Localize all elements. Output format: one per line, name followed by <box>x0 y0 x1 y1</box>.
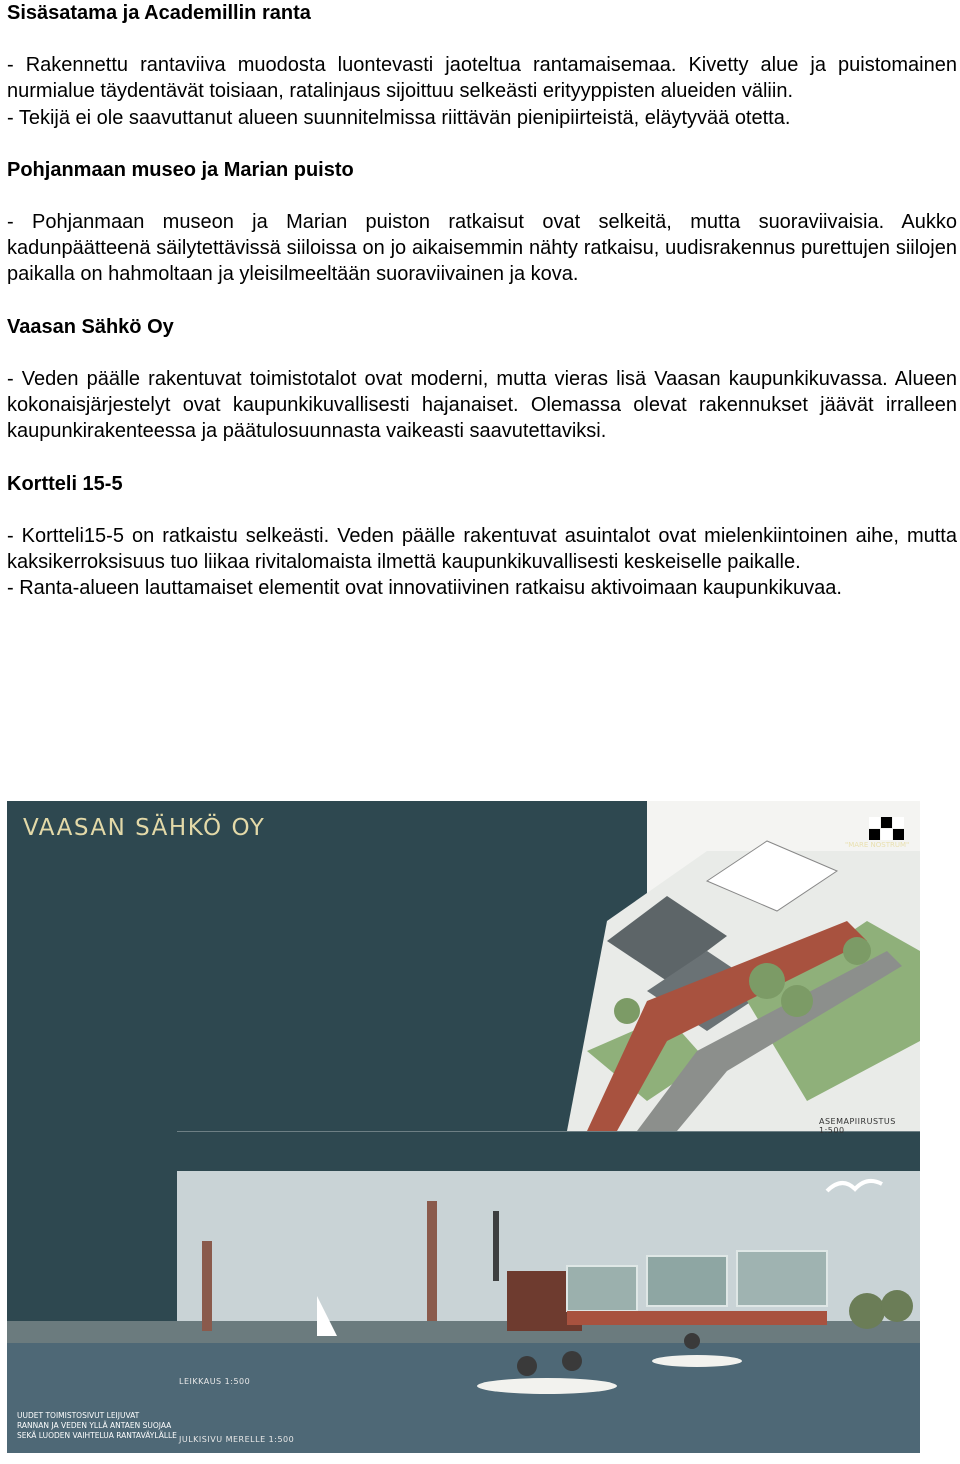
section-1-paragraph-1: - Rakennettu rantaviiva muodosta luontevasti jaoteltua rantamaisemaa. Kivetty alue ja puistomainen nurmialue täydentävät toisiaan, ratalinjaus sijoittuu selkeästi erityyppisten alueiden väliin. <box>7 54 957 103</box>
section-heading-3: Vaasan Sähkö Oy <box>7 315 174 338</box>
divider <box>177 1131 920 1132</box>
siteplan-tree <box>843 937 871 965</box>
poster-motto: "MARE NOSTRUM" <box>845 841 910 849</box>
quay-tree <box>849 1293 885 1329</box>
section-heading-2: Pohjanmaan museo ja Marian puisto <box>7 158 354 181</box>
label-siteplan: ASEMAPIIRUSTUS 1:500 <box>819 1117 896 1135</box>
section-1-paragraph-2: - Tekijä ei ole saavuttanut alueen suunnitelmissa riittävän pienipiirteistä, eläytyvää otetta. <box>7 106 791 129</box>
office-building <box>567 1266 637 1311</box>
kayaker <box>562 1351 582 1371</box>
siteplan-tree <box>614 998 640 1024</box>
section-heading-4: Kortteli 15-5 <box>7 472 123 495</box>
label-elevation: JULKISIVU MERELLE 1:500 <box>179 1435 295 1444</box>
document-body <box>7 0 957 602</box>
competition-poster <box>7 801 920 1453</box>
section-4-paragraph-2: - Ranta-alueen lauttamaiset elementit ovat innovatiivinen ratkaisu aktivoimaan kaupunkikuvaa. <box>7 577 842 600</box>
kayak <box>652 1355 742 1367</box>
siteplan-tree <box>781 985 813 1017</box>
kayaker <box>684 1333 700 1349</box>
poster-title: VAASAN SÄHKÖ OY <box>23 815 266 841</box>
kayaker <box>517 1356 537 1376</box>
section-heading-1: Sisäsatama ja Academillin ranta <box>7 2 311 24</box>
kayak <box>477 1378 617 1394</box>
label-section: LEIKKAUS 1:500 <box>179 1377 251 1386</box>
office-building <box>647 1256 727 1306</box>
chimney <box>202 1241 212 1331</box>
radio-mast <box>493 1211 499 1281</box>
quay-tree <box>881 1290 913 1322</box>
poster-caption: UUDET TOIMISTOSIVUT LEIJUVAT RANNAN JA VEDEN YLLÄ ANTAEN SUOJAA SEKÄ LUODEN VAIHTELUA RANTAVÄYLÄLLE <box>17 1411 177 1440</box>
chimney <box>427 1201 437 1321</box>
section-4-paragraph-1: - Kortteli15-5 on ratkaistu selkeästi. Veden päälle rakentuvat asuintalot ovat mielenkiintoinen aihe, mutta kaksikerroksisuus tuo liikaa rivitalomaista ilmettä kaupunkikuvallisesti keskeiselle paikalle. <box>7 524 957 573</box>
section-3-paragraph-1: - Veden päälle rakentuvat toimistotalot ovat moderni, mutta vieras lisä Vaasan kaupunkikuvassa. Alueen kokonaisjärjestelyt ovat kaupunkikuvallisesti hajanaiset. Olemassa olevat rakennukset jäävät irralleen kaupunkirakenteessa ja päätulosuunnasta vaikeasti saavutettaviksi. <box>7 367 957 443</box>
office-building <box>737 1251 827 1306</box>
section-2-paragraph-1: - Pohjanmaan museon ja Marian puiston ratkaisut ovat selkeitä, mutta suoraviivaisia. Aukko kadunpäätteenä säilytettävissä siiloissa on jo aikaisemmin nähty ratkaisu, uudisrakennus purettujen siilojen paikalla on hahmoltaan ja yleisilmeeltään suoraviivainen ja kova. <box>7 210 957 286</box>
siteplan-tree <box>749 963 785 999</box>
brick-plinth <box>567 1311 827 1325</box>
poster-artwork <box>7 801 920 1453</box>
